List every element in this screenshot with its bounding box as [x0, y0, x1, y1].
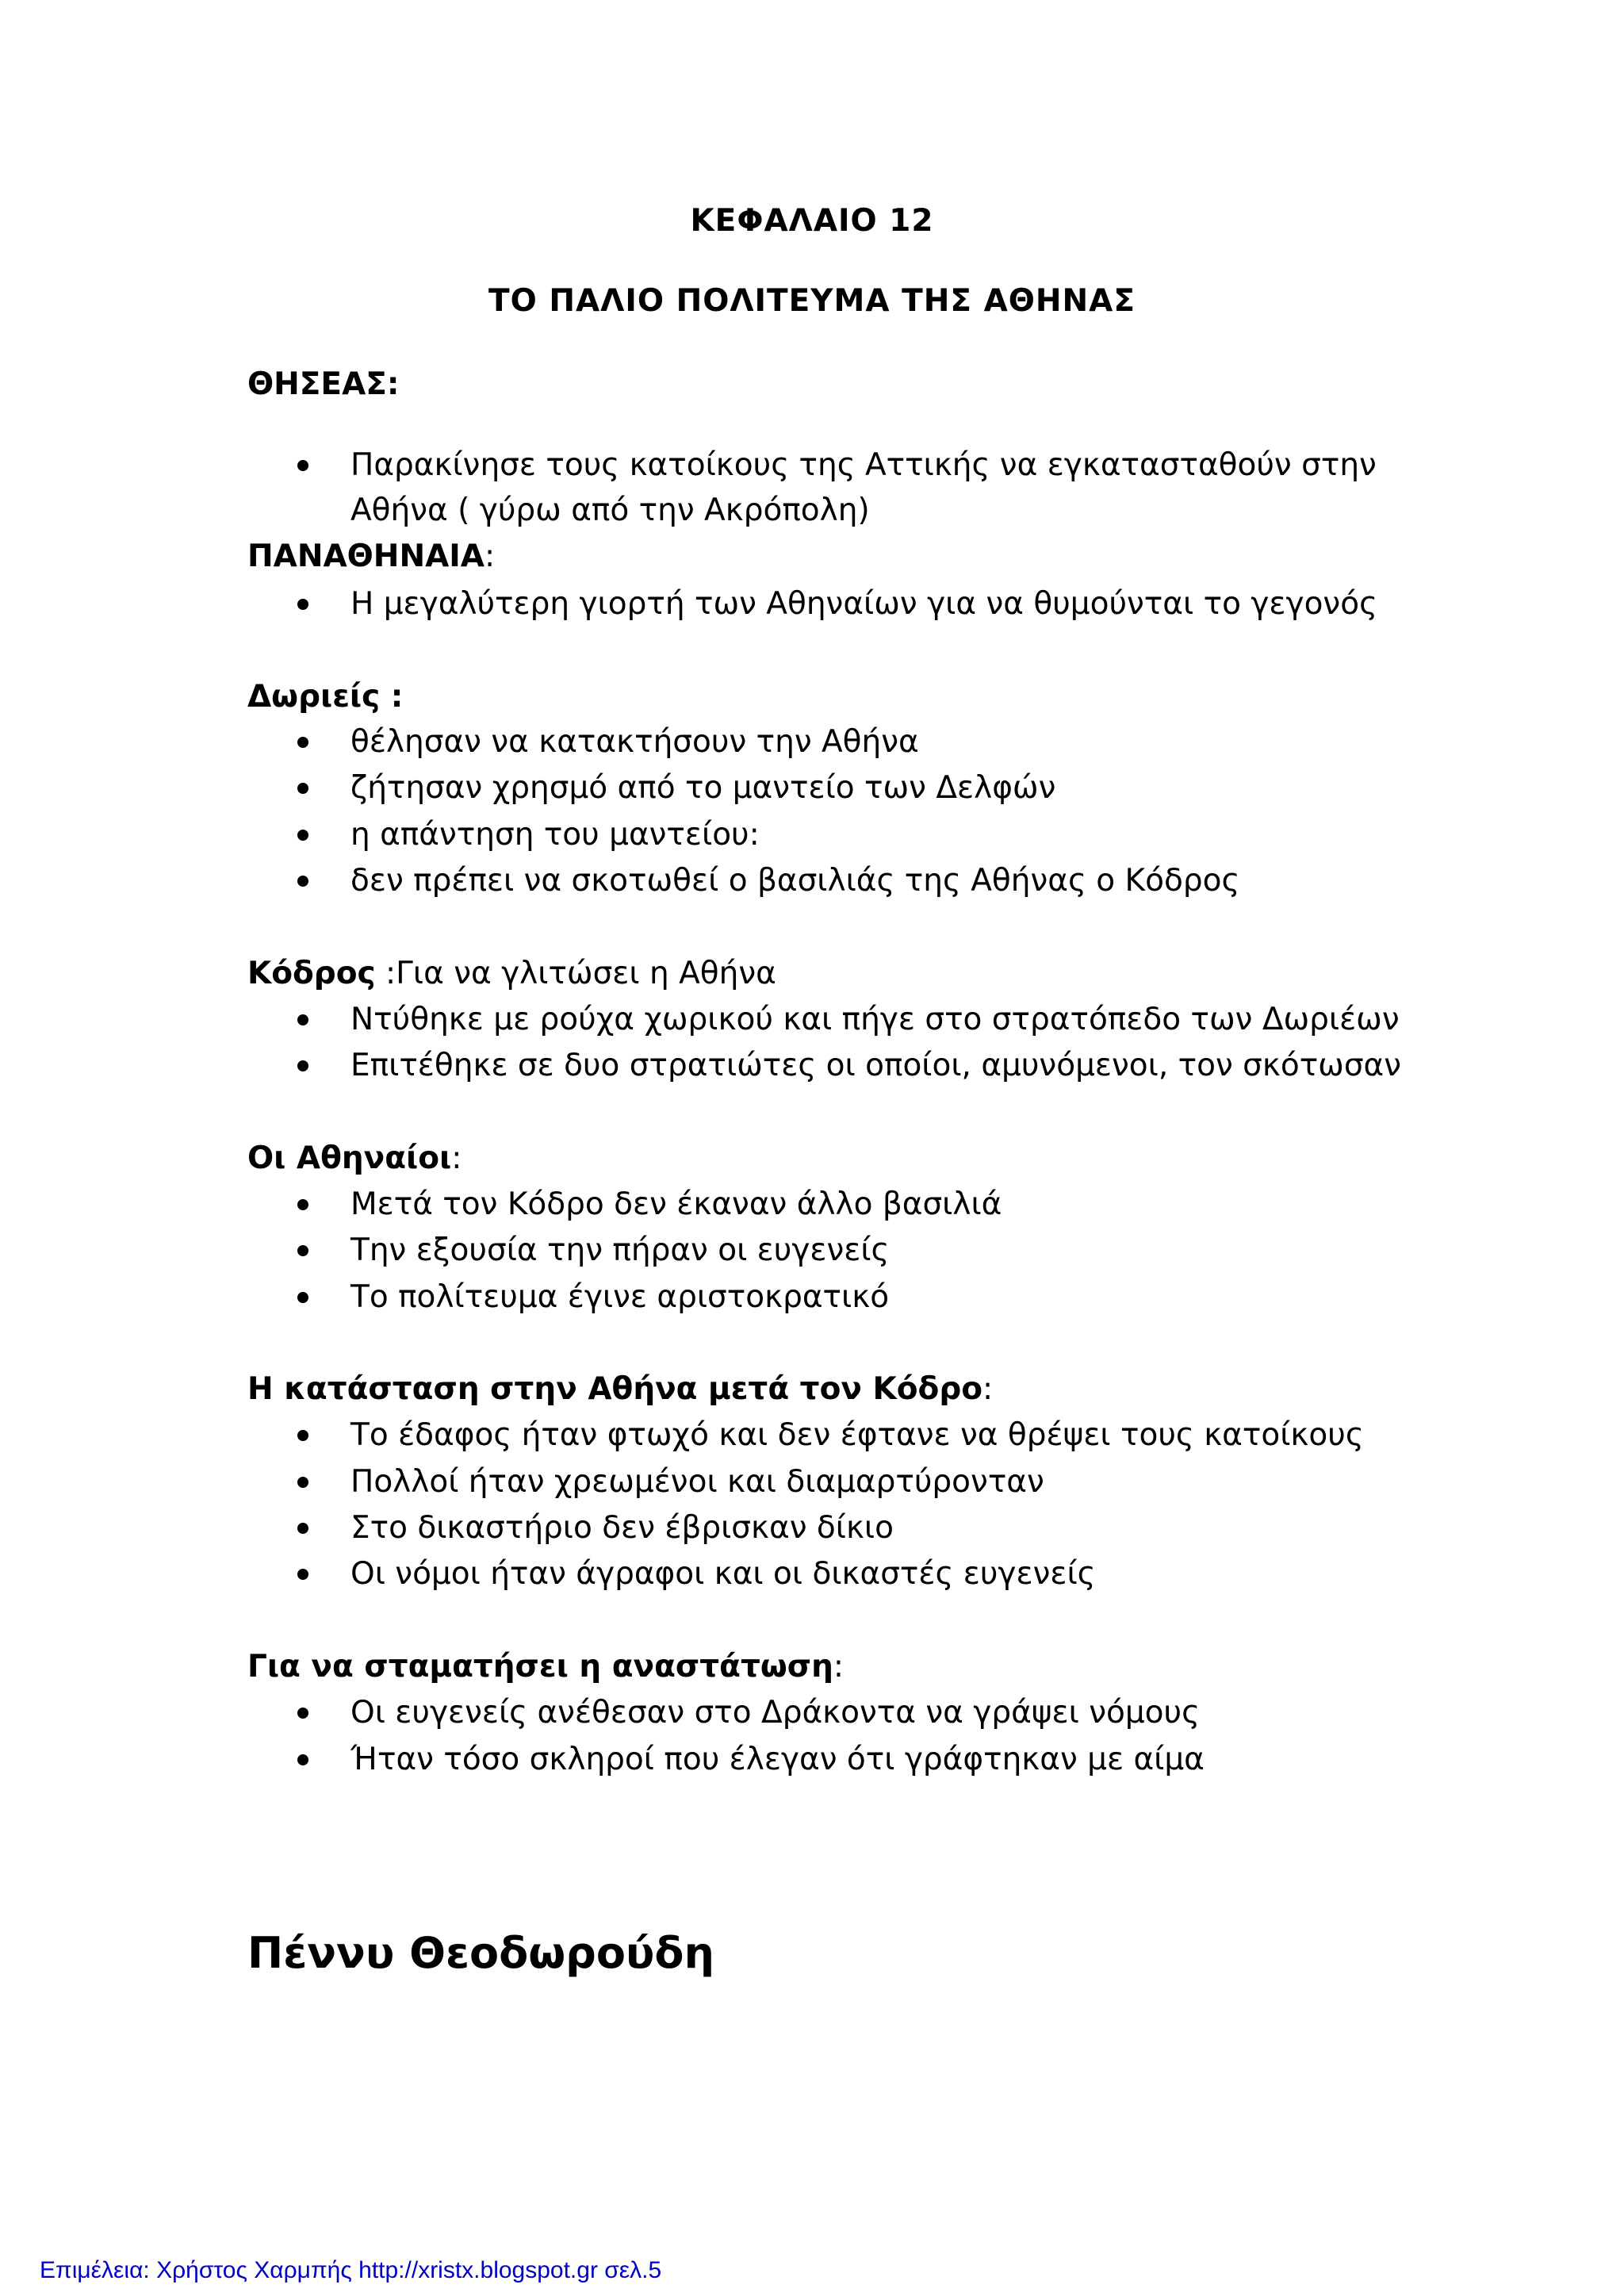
list-item-text: Στο δικαστήριο δεν έβρισκαν δίκιο	[350, 1510, 894, 1546]
section-heading-text: Η κατάσταση στην Αθήνα μετά τον Κόδρο	[247, 1371, 983, 1407]
list-item	[297, 1186, 1002, 1222]
list-item-text: Ντύθηκε με ρούχα χωρικού και πήγε στο στρατόπεδο των Δωριέων	[350, 1002, 1400, 1037]
section-heading-text: Δωριείς :	[247, 679, 404, 715]
bullet-icon	[297, 737, 308, 748]
list-item	[297, 1417, 1364, 1453]
list-item	[297, 1232, 889, 1268]
list-item-continuation: Αθήνα ( γύρω από την Ακρόπολη)	[350, 493, 870, 528]
bullet-icon	[297, 1430, 308, 1441]
list-item-text: Το έδαφος ήταν φτωχό και δεν έφτανε να θρέψει τους κατοίκους	[350, 1417, 1364, 1453]
bullet-icon	[297, 783, 308, 794]
list-item	[297, 1464, 1044, 1500]
list-item	[297, 724, 919, 760]
bullet-icon	[297, 1523, 308, 1534]
page-footer: Επιμέλεια: Χρήστος Χαρμπής http://xristx.blogspot.gr σελ.5	[40, 2257, 662, 2283]
list-item-text: Ήταν τόσο σκληροί που έλεγαν ότι γράφτηκαν με αίμα	[350, 1742, 1205, 1777]
list-item	[297, 863, 1239, 899]
section-heading-suffix: :Για να γλιτώσει η Αθήνα	[375, 956, 776, 991]
bullet-icon	[297, 830, 308, 841]
section-heading-anastatosi	[247, 1649, 844, 1685]
section-heading-text: ΠΑΝΑΘΗΝΑΙΑ	[247, 539, 485, 574]
section-heading-theseas	[247, 366, 400, 402]
section-heading-text: ΘΗΣΕΑΣ:	[247, 366, 400, 402]
section-heading-athinaioi	[247, 1140, 462, 1176]
bullet-icon	[297, 1014, 308, 1025]
bullet-icon	[297, 599, 308, 610]
section-heading-suffix: :	[451, 1140, 462, 1176]
list-item-text: Η μεγαλύτερη γιορτή των Αθηναίων για να θυμούνται το γεγονός	[350, 586, 1377, 622]
list-item	[297, 1279, 889, 1315]
list-item-text: Παρακίνησε τους κατοίκους της Αττικής να εγκατασταθούν στην	[350, 447, 1377, 483]
bullet-icon	[297, 1708, 308, 1719]
bullet-icon	[297, 1569, 308, 1580]
bullet-icon	[297, 1477, 308, 1488]
list-item	[297, 1048, 1401, 1083]
list-item-text: Οι ευγενείς ανέθεσαν στο Δράκοντα να γράψει νόμους	[350, 1695, 1200, 1731]
list-item	[297, 770, 1055, 806]
section-heading-panathinaia	[247, 539, 495, 574]
bullet-icon	[297, 1754, 308, 1765]
list-item-text: Οι νόμοι ήταν άγραφοι και οι δικαστές ευγενείς	[350, 1556, 1096, 1592]
list-item-text: η απάντηση του μαντείου:	[350, 817, 760, 853]
chapter-heading: ΚΕΦΑΛΑΙΟ 12	[690, 203, 934, 239]
list-item	[297, 586, 1377, 622]
section-heading-suffix: :	[833, 1649, 845, 1685]
section-heading-suffix: :	[484, 539, 496, 574]
bullet-icon	[297, 460, 308, 471]
list-item	[297, 1510, 894, 1546]
section-heading-dorieis	[247, 679, 403, 715]
list-item	[297, 817, 760, 853]
list-item	[297, 1695, 1200, 1731]
list-item-text: Μετά τον Κόδρο δεν έκαναν άλλο βασιλιά	[350, 1186, 1002, 1222]
bullet-icon	[297, 1245, 308, 1256]
bullet-icon	[297, 1060, 308, 1071]
list-item-text: δεν πρέπει να σκοτωθεί ο βασιλιάς της Αθήνας ο Κόδρος	[350, 863, 1240, 899]
list-item-text: ζήτησαν χρησμό από το μαντείο των Δελφών	[350, 770, 1056, 806]
section-heading-text: Κόδρος	[247, 956, 376, 991]
section-heading-text: Οι Αθηναίοι	[247, 1140, 452, 1176]
bullet-icon	[297, 1292, 308, 1303]
list-item	[297, 1742, 1205, 1777]
list-item-text: θέλησαν να κατακτήσουν την Αθήνα	[350, 724, 919, 760]
section-heading-kodros	[247, 956, 776, 991]
bullet-icon	[297, 1199, 308, 1210]
list-item	[297, 1002, 1400, 1037]
section-heading-text: Για να σταματήσει η αναστάτωση	[247, 1649, 833, 1685]
list-item-text: Το πολίτευμα έγινε αριστοκρατικό	[350, 1279, 890, 1315]
list-item-text: Την εξουσία την πήραν οι ευγενείς	[350, 1232, 890, 1268]
list-item-text: Επιτέθηκε σε δυο στρατιώτες οι οποίοι, αμυνόμενοι, τον σκότωσαν	[350, 1048, 1402, 1083]
list-item-text: Πολλοί ήταν χρεωμένοι και διαμαρτύρονταν	[350, 1464, 1044, 1500]
document-title: ΤΟ ΠΑΛΙΟ ΠΟΛΙΤΕΥΜΑ ΤΗΣ ΑΘΗΝΑΣ	[488, 283, 1136, 319]
author-signature: Πέννυ Θεοδωρούδη	[247, 1928, 714, 1978]
list-item	[297, 1556, 1096, 1592]
section-heading-katastasi	[247, 1371, 993, 1407]
section-heading-suffix: :	[982, 1371, 994, 1407]
list-item	[297, 447, 1377, 483]
bullet-icon	[297, 876, 308, 887]
